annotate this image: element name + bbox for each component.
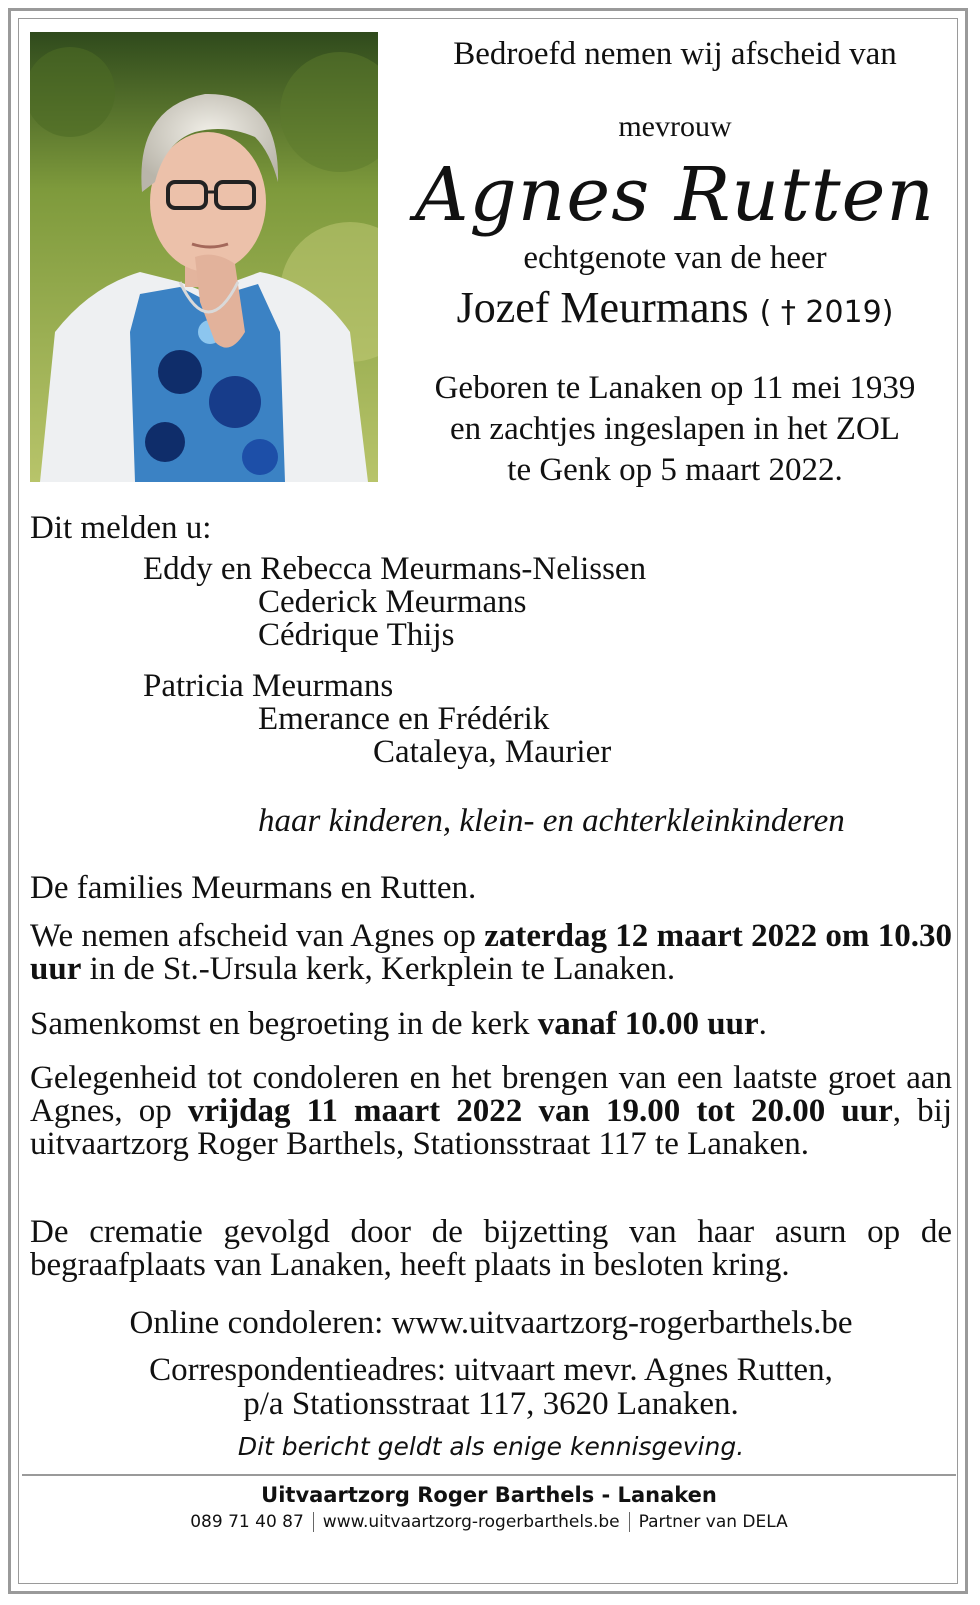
passed-line: en zachtjes ingeslapen in het ZOL [450, 411, 900, 447]
relation-text: haar kinderen, klein- en achterkleinkinderen [258, 803, 845, 839]
footer-divider [22, 1474, 956, 1476]
farewell-date: zaterdag 12 maart 2022 om 10.30 uur [30, 918, 952, 987]
farewell-text: We nemen afscheid van Agnes op [30, 918, 485, 954]
correspondence-address [30, 1353, 952, 1421]
portrait-photo [30, 32, 378, 482]
farewell-location: in de St.-Ursula kerk, Kerkplein te Lanaken. [81, 951, 676, 987]
condolence-location: , bij uitvaartzorg Roger Barthels, Stationsstraat 117 te Lanaken. [30, 1093, 952, 1162]
separator [313, 1512, 314, 1532]
address-line: Correspondentieadres: uitvaart mevr. Agnes Rutten, [149, 1352, 833, 1388]
condolence-text: Gelegenheid tot condoleren en het brengen van een laatste groet aan Agnes, op [30, 1060, 952, 1129]
title-text: mevrouw [618, 110, 732, 143]
family-member: Cédrique Thijs [258, 617, 455, 653]
families-text: De families Meurmans en Rutten. [30, 870, 477, 906]
born-line: Geboren te Lanaken op 11 mei 1939 [434, 370, 916, 406]
website-link[interactable]: www.uitvaartzorg-rogerbarthels.be [322, 1512, 620, 1532]
place-date-line: te Genk op 5 maart 2022. [507, 452, 843, 488]
family-member: Eddy en Rebecca Meurmans-Nelissen [143, 551, 647, 587]
online-condolence: Online condoleren: www.uitvaartzorg-rogerbarthels.be [129, 1305, 853, 1341]
condolence-time: vrijdag 11 maart 2022 van 19.00 tot 20.00 uur [187, 1093, 893, 1129]
deceased-name: Agnes Rutten [414, 152, 936, 238]
gathering-paragraph [30, 1008, 952, 1041]
family-member: Emerance en Frédérik [258, 701, 550, 737]
family-member: Patricia Meurmans [143, 668, 394, 704]
footer-contact [22, 1512, 956, 1532]
cremation-paragraph: De crematie gevolgd door de bijzetting van haar asurn op de begraafplaats van Lanaken, heeft plaats in besloten kring. [30, 1214, 952, 1283]
spouse-death: ( † 2019) [759, 295, 894, 330]
birth-death-info [395, 368, 955, 491]
family-intro: Dit melden u: [30, 510, 212, 546]
separator [629, 1512, 630, 1532]
family-member: Cederick Meurmans [258, 584, 527, 620]
intro-text: Bedroefd nemen wij afscheid van [453, 36, 897, 72]
gathering-end: . [758, 1006, 767, 1042]
spouse-line [405, 282, 945, 333]
condolence-paragraph [30, 1062, 952, 1161]
notice-note: Dit bericht geldt als enige kennisgeving. [237, 1432, 745, 1461]
funeral-company: Uitvaartzorg Roger Barthels - Lanaken [261, 1483, 717, 1507]
gathering-time: vanaf 10.00 uur [537, 1006, 759, 1042]
phone-number: 089 71 40 87 [190, 1512, 304, 1532]
family-member: Cataleya, Maurier [373, 734, 612, 770]
address-line: p/a Stationsstraat 117, 3620 Lanaken. [243, 1386, 739, 1422]
farewell-paragraph [30, 920, 952, 986]
gathering-text: Samenkomst en begroeting in de kerk [30, 1006, 538, 1042]
spouse-name: Jozef Meurmans [456, 283, 749, 332]
partner-text: Partner van DELA [638, 1512, 788, 1532]
spouse-intro: echtgenote van de heer [523, 240, 827, 276]
